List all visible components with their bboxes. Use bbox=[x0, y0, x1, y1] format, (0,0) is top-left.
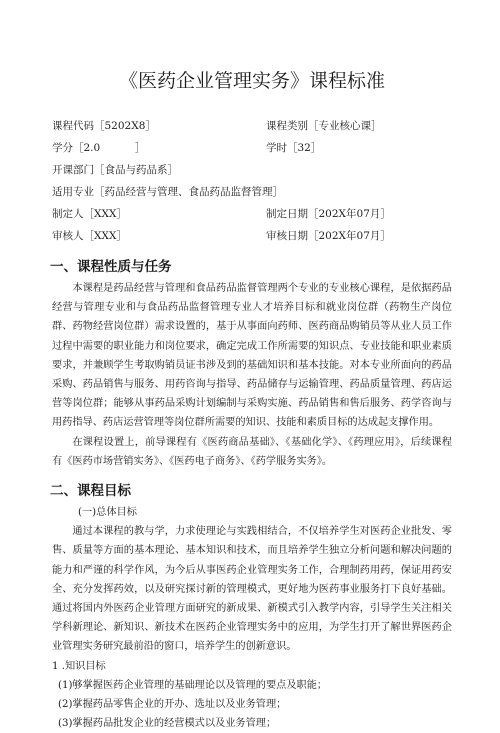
course-department: 开课部门［食品与药品系］ bbox=[52, 164, 178, 176]
section-heading: 二、课程目标 bbox=[50, 483, 131, 500]
section-heading: 一、课程性质与任务 bbox=[50, 259, 172, 275]
list-item: (1)够掌握医药企业管理的基础理论以及管理的要点及职能； bbox=[58, 679, 328, 691]
course-author-date: 制定日期［202X年07月］ bbox=[266, 208, 391, 220]
meta-row bbox=[52, 181, 452, 203]
meta-row bbox=[52, 225, 452, 247]
list-item: (2)掌握药品零售企业的开办、选址以及业务管理； bbox=[58, 699, 287, 711]
course-category: 课程类别［专业核心课］ bbox=[266, 120, 382, 132]
meta-row bbox=[52, 203, 452, 225]
section-paragraph: 本课程是药品经营与管理和食品药品监督管理两个专业的专业核心课程，是依据药品经营与管理专业和与食品药品监督管理专业人才培养目标和就业岗位群（药物生产岗位群、药物经营岗位群）需求设置的，基于从事面向药师、医药商品购销员等从业人员工作过程中需要的职业能力和岗位要求，确定完成工作所需要的知识点、专业技能和职业素质要求，并兼顾学生考取购销员证书涉及到的基础知识和基本技能。对本专业所面向的药品采购、药品销售与服务、用药咨询与指导、药品储存与运输管理、药品质量管理、药店运营等岗位群；能够从事药品采购计划编制与采购实施、药品销售和售后服务、药学咨询与用药指导、药店运营管理等岗位群所需要的知识、技能和素质目标的达成起支撑作用。 bbox=[52, 283, 452, 429]
section-paragraph: 通过本课程的教与学，力求使理论与实践相结合，不仅培养学生对医药企业批发、零售、质量等方面的基本理论、基本知识和技术，而且培养学生独立分析问题和解决问题的能力和严谨的科学作风，为今后从事医药企业管理实务工作，合理制药用药，保证用药安全、充分发挥药效，以及研究探讨新的管理模式，更好地为医药事业服务打下良好基础。通过将国内外医药企业管理方面研究的新成果、新模式引入教学内容，引导学生关注相关学科新理论、新知识、新技术在医药企业管理实务中的应用，为学生打开了解世界医药企业管理实务研究最前沿的窗口，培养学生的创新意识。 bbox=[52, 526, 452, 653]
course-reviewer: 审核人［XXX］ bbox=[52, 230, 127, 242]
list-item: (3)掌握药品批发企业的经营模式以及业务管理； bbox=[58, 718, 277, 730]
page-title: 《医药企业管理实务》课程标准 bbox=[118, 70, 385, 92]
meta-row bbox=[52, 115, 452, 137]
course-credits: 学分［2.0 ］ bbox=[52, 142, 146, 154]
course-review-date: 审核日期［202X年07月］ bbox=[266, 230, 391, 242]
course-author: 制定人［XXX］ bbox=[52, 208, 127, 220]
course-majors: 适用专业［药品经营与管理、食品药品监督管理］ bbox=[52, 186, 283, 198]
section-paragraph: 在课程设置上，前导课程有《医药商品基础》、《基础化学》、《药理应用》，后续课程有《医药市场营销实务》、《医药电子商务》、《药学服务实务》。 bbox=[52, 436, 452, 467]
meta-row bbox=[52, 137, 452, 159]
course-meta bbox=[52, 115, 452, 247]
course-hours: 学时［32］ bbox=[266, 142, 322, 154]
course-code: 课程代码［5202X8］ bbox=[52, 120, 156, 132]
subsection-heading: (一)总体目标 bbox=[78, 507, 137, 519]
list-heading: 1 .知识目标 bbox=[52, 660, 106, 672]
meta-row bbox=[52, 159, 452, 181]
